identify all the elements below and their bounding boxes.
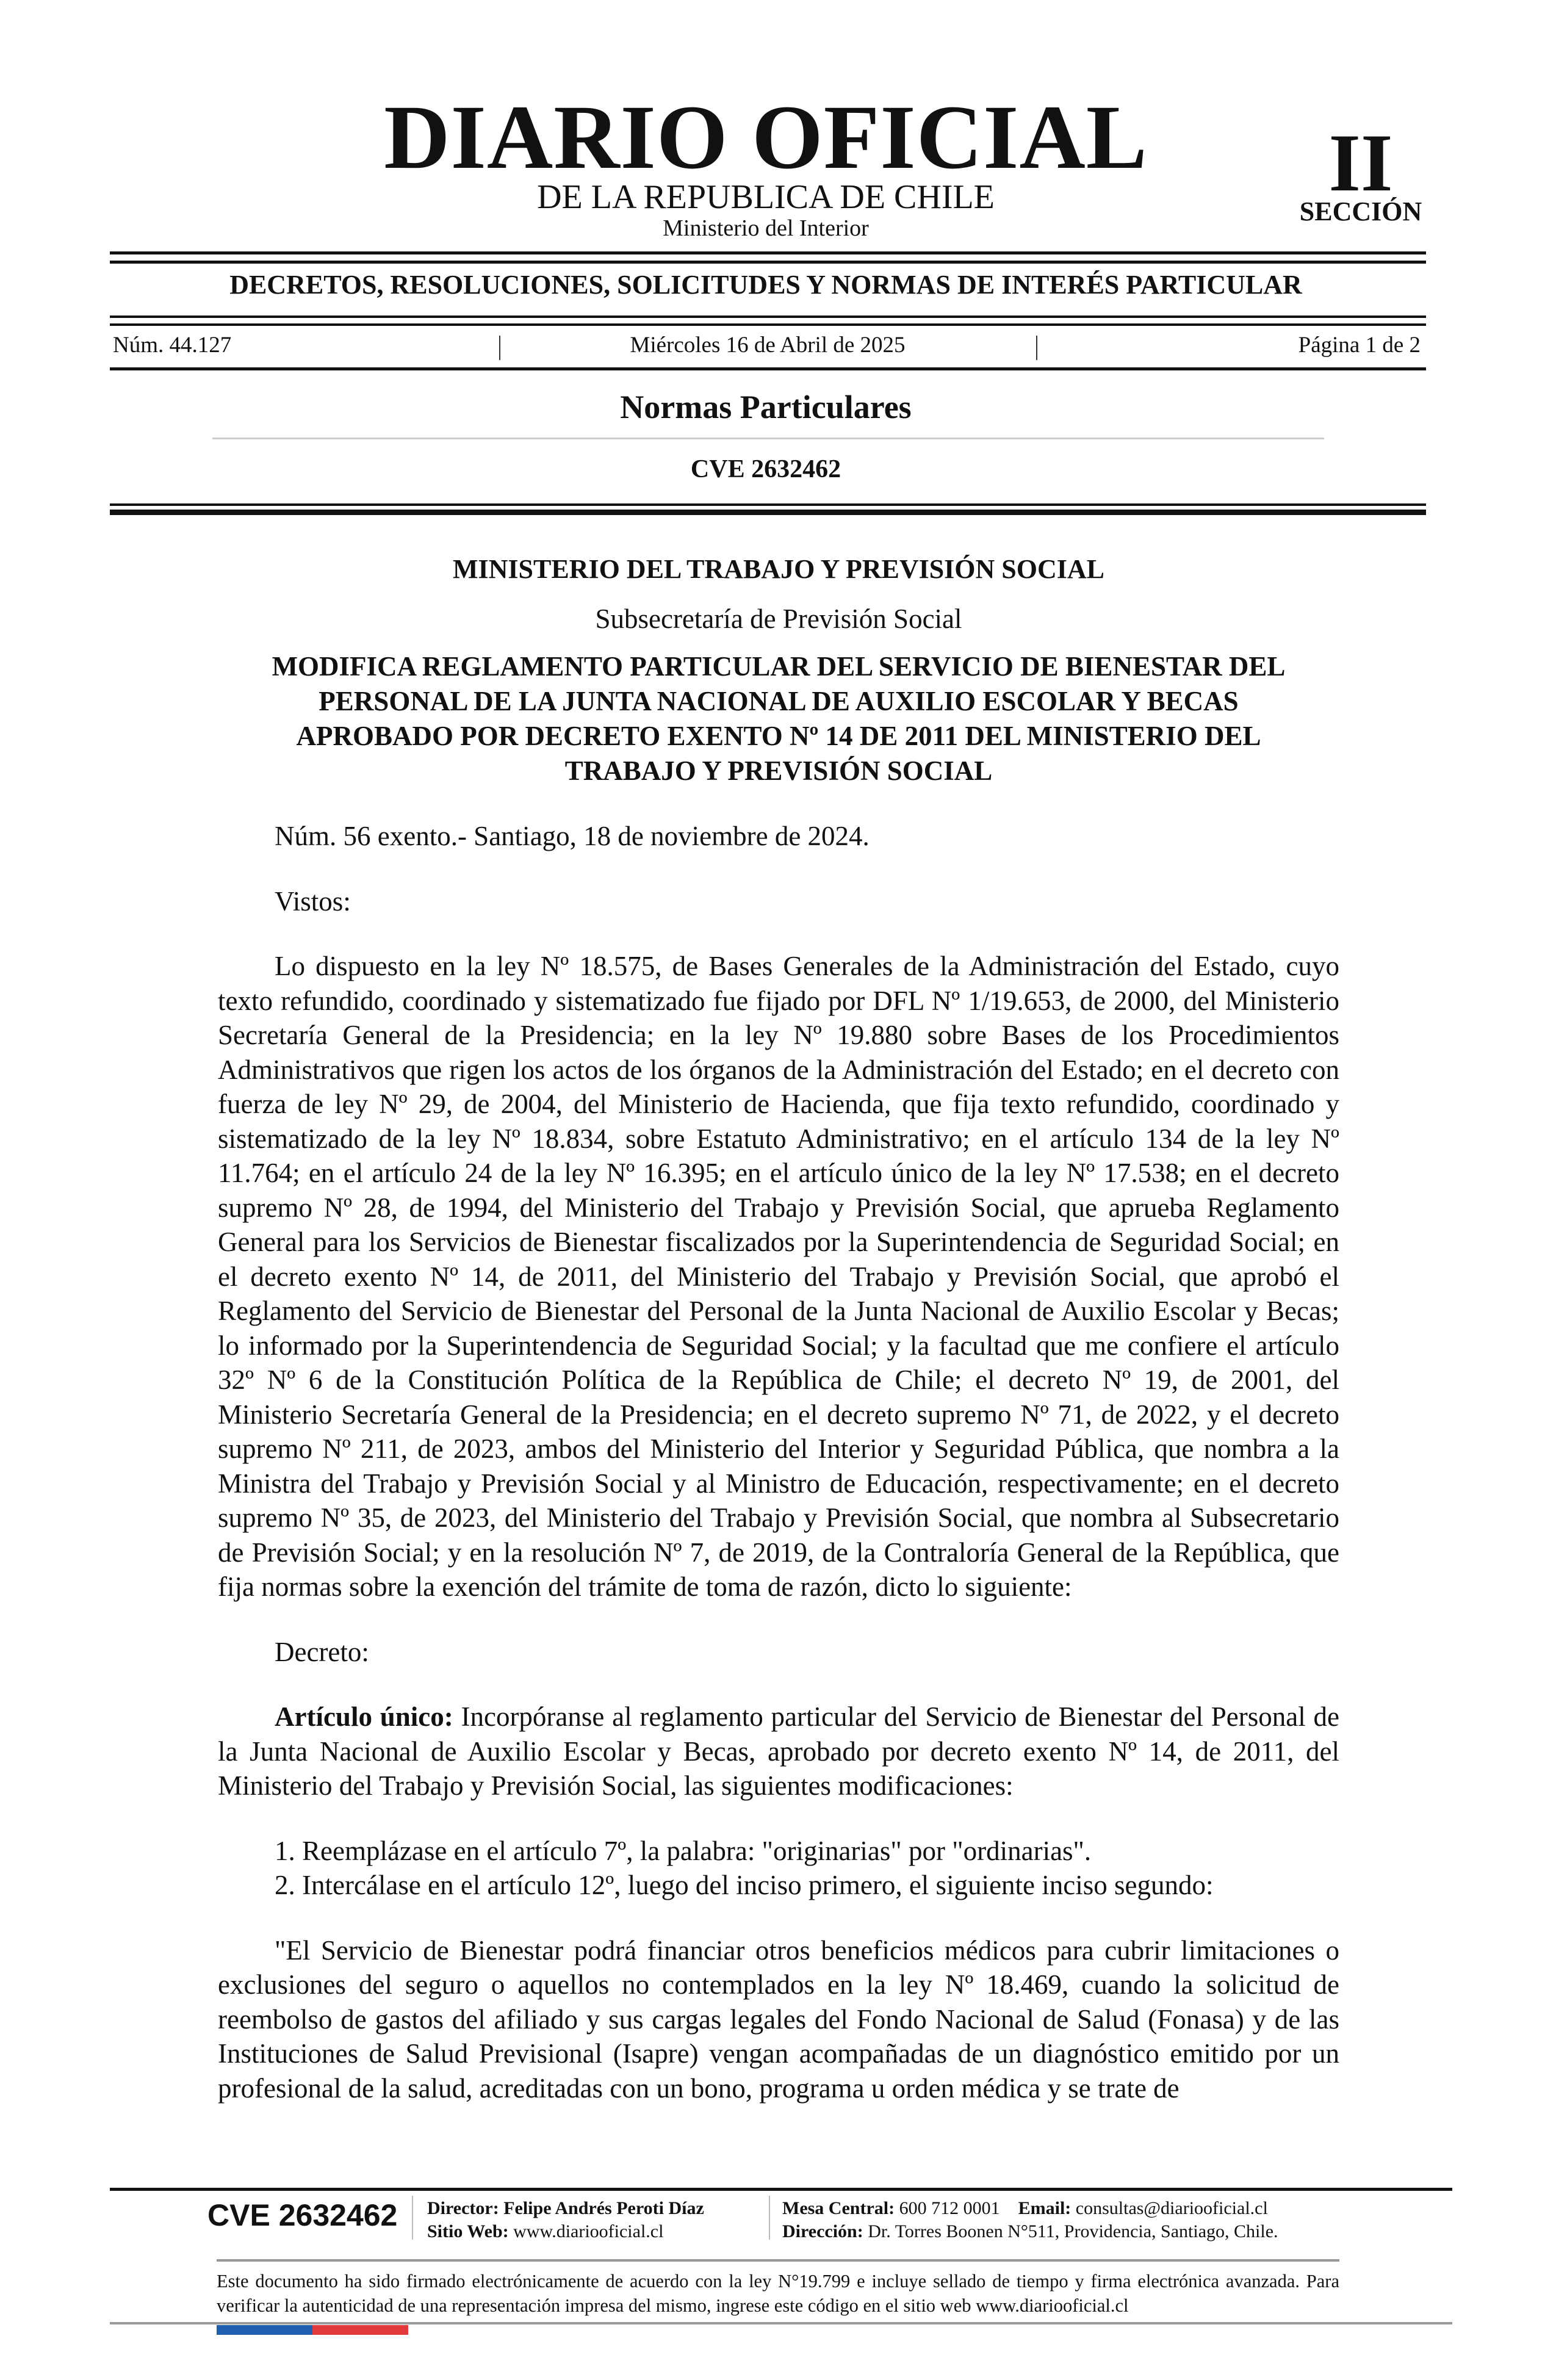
divider xyxy=(110,316,1426,318)
cve-code: CVE 2632462 xyxy=(690,455,841,483)
footer-divider xyxy=(110,2188,1452,2191)
footer-cve: CVE 2632462 xyxy=(207,2198,398,2232)
web-label: Sitio Web: xyxy=(427,2221,509,2241)
issue-date: Miércoles 16 de Abril de 2025 xyxy=(630,333,906,358)
email-label: Email: xyxy=(1018,2198,1072,2218)
divider xyxy=(212,438,1324,439)
subsecretaria: Subsecretaría de Previsión Social xyxy=(595,603,962,634)
quoted-paragraph: "El Servicio de Bienestar podrá financiar otros beneficios médicos para cubrir limitaciones o exclusiones del seguro o aquellos no contemplados en la ley Nº 18.469, cuando la solicitud de reembolso de gastos del afiliado y sus cargas legales del Fondo Nacional de Salud (Fonasa) y de las Instituciones de Salud Previsional (Isapre) vengan acompañadas de un diagnóstico emitido por un profesional de la salud, acreditadas con un bono, programa u orden médica y se trate de xyxy=(218,1935,1339,2104)
phone-label: Mesa Central: xyxy=(782,2198,895,2218)
separator xyxy=(1036,336,1037,360)
masthead-subtitle: DE LA REPUBLICA DE CHILE xyxy=(537,178,995,216)
masthead-ministry: Ministerio del Interior xyxy=(663,215,869,241)
decree-title: MODIFICA REGLAMENTO PARTICULAR DEL SERVICIO DE BIENESTAR DEL PERSONAL DE LA JUNTA NACIONAL DE AUXILIO ESCOLAR Y BECAS APROBADO POR DECRETO EXENTO Nº 14 DE 2011 DEL MINISTERIO DEL TRABAJO Y PREVISIÓN SOCIAL xyxy=(272,651,1286,786)
section-heading: DECRETOS, RESOLUCIONES, SOLICITUDES Y NORMAS DE INTERÉS PARTICULAR xyxy=(229,270,1302,300)
page-indicator: Página 1 de 2 xyxy=(1298,333,1421,358)
masthead-title: DIARIO OFICIAL xyxy=(384,87,1148,188)
divider xyxy=(110,261,1426,264)
vistos-label: Vistos: xyxy=(275,885,351,917)
articulo-paragraph xyxy=(218,1700,1339,1803)
issue-number: Núm. 44.127 xyxy=(113,333,232,358)
separator xyxy=(769,2196,770,2240)
footer-divider xyxy=(110,2322,1452,2324)
list-item: 2. Intercálase en el artículo 12º, luego del inciso primero, el siguiente inciso segundo: xyxy=(275,1870,1214,1900)
flag-red-bar xyxy=(312,2325,408,2335)
decreto-label: Decreto: xyxy=(275,1636,369,1667)
separator xyxy=(412,2196,413,2240)
document-body xyxy=(218,552,1339,2105)
email-link[interactable]: consultas@diariooficial.cl xyxy=(1075,2198,1268,2218)
issuing-ministry: MINISTERIO DEL TRABAJO Y PREVISIÓN SOCIAL xyxy=(452,554,1105,584)
signature-note: Este documento ha sido firmado electrónicamente de acuerdo con la ley N°19.799 e incluye sellado de tiempo y firma electrónica avanzada. Para verificar la autenticidad de una representación impresa del mismo, ingrese este código en el sitio web www.diariooficial.cl xyxy=(217,2271,1339,2316)
divider xyxy=(110,323,1426,326)
articulo-label: Artículo único: xyxy=(275,1701,453,1732)
articulo-text: Incorpóranse al reglamento particular del Servicio de Bienestar del Personal de la Junta Nacional de Auxilio Escolar y Becas, aprobado por decreto exento Nº 14, de 2011, del Ministerio del Trabajo y Previsión Social, las siguientes modificaciones: xyxy=(218,1701,1339,1801)
divider xyxy=(110,510,1426,515)
divider xyxy=(110,367,1426,370)
divider xyxy=(110,503,1426,506)
footer-divider xyxy=(217,2259,1339,2262)
category-title: Normas Particulares xyxy=(620,389,912,425)
divider xyxy=(110,251,1426,254)
phone-value: 600 712 0001 xyxy=(899,2198,1000,2218)
section-label: SECCIÓN xyxy=(1299,197,1422,226)
footer-director xyxy=(427,2197,704,2220)
vistos-paragraph: Lo dispuesto en la ley Nº 18.575, de Bases Generales de la Administración del Estado, cuyo texto refundido, coordinado y sistematizado fue fijado por DFL Nº 1/19.653, de 2000, del Ministerio Secretaría General de la Presidencia; en la ley Nº 19.880 sobre Bases de los Procedimientos Administrativos que rigen los actos de los órganos de la Administración del Estado; en el decreto con fuerza de ley Nº 29, de 2004, del Ministerio de Hacienda, que fija texto refundido, coordinado y sistematizado de la ley Nº 18.834, sobre Estatuto Administrativo; en el artículo 134 de la ley Nº 11.764; en el artículo 24 de la ley Nº 16.395; en el artículo único de la ley Nº 17.538; en el decreto supremo Nº 28, de 1994, del Ministerio del Trabajo y Previsión Social, que aprueba Reglamento General para los Servicios de Bienestar fiscalizados por la Superintendencia de Seguridad Social; en el decreto exento Nº 14, de 2011, del Ministerio del Trabajo y Previsión Social, que aprobó el Reglamento del Servicio de Bienestar del Personal de la Junta Nacional de Auxilio Escolar y Becas; lo informado por la Superintendencia de Seguridad Social; y la facultad que me confiere el artículo 32º Nº 6 de la Constitución Política de la República de Chile; el decreto Nº 19, de 2001, del Ministerio Secretaría General de la Presidencia; en el decreto supremo Nº 71, de 2022, y el decreto supremo Nº 211, de 2023, ambos del Ministerio del Interior y Seguridad Pública, que nombra a la Ministra del Trabajo y Previsión Social y al Ministro de Educación, respectivamente; en el decreto supremo Nº 35, de 2023, del Ministerio del Trabajo y Previsión Social, que nombra al Subsecretario de Previsión Social; y en la resolución Nº 7, de 2019, de la Contraloría General de la República, que fija normas sobre la exención del trámite de toma de razón, dicto lo siguiente: xyxy=(218,951,1339,1602)
web-link[interactable]: www.diariooficial.cl xyxy=(513,2221,664,2241)
director-name: Felipe Andrés Peroti Díaz xyxy=(503,2198,704,2218)
footer-address xyxy=(782,2220,1278,2243)
section-number: II xyxy=(1328,118,1393,209)
decree-number-line: Núm. 56 exento.- Santiago, 18 de noviembre de 2024. xyxy=(275,821,870,851)
footer-contact xyxy=(782,2197,1268,2220)
director-label: Director: xyxy=(427,2198,499,2218)
footer-website xyxy=(427,2220,663,2243)
list-item: 1. Reemplázase en el artículo 7º, la palabra: "originarias" por "ordinarias". xyxy=(275,1835,1092,1866)
address-label: Dirección: xyxy=(782,2221,863,2241)
flag-blue-bar xyxy=(217,2325,312,2335)
address-value: Dr. Torres Boonen N°511, Providencia, Santiago, Chile. xyxy=(868,2221,1278,2241)
